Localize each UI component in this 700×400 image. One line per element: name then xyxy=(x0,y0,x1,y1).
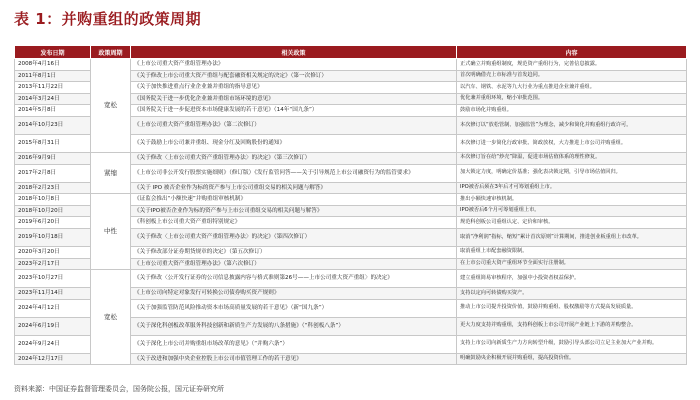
cell-policy-cycle: 中性 xyxy=(91,194,131,270)
cell-related-policy: 《关于修改上市公司重大资产重组与配套融资相关规定的决定》（第一次修订） xyxy=(131,70,457,82)
cell-date: 2018年10月8日 xyxy=(15,194,91,206)
cell-related-policy: 《关于IPO被否企业作为标的资产参与上市公司重组交易的相关问题与解答》 xyxy=(131,205,457,217)
cell-related-policy: 《关于加强监管防范风险推动资本市场高质量发展的若干意见》（新“国九条”） xyxy=(131,299,457,317)
table-row xyxy=(15,270,687,288)
header-cycle: 政策周期 xyxy=(91,46,131,59)
cell-date: 2024年9月24日 xyxy=(15,335,91,353)
cell-content: 优化兼并重组环境，缩小审批范围。 xyxy=(457,93,687,105)
cell-date: 2014年3月24日 xyxy=(15,93,91,105)
table-title: 表 1：并购重组的政策周期 xyxy=(14,10,202,28)
cell-content: 建立重组简易审核程序，加强中小投资者权益保护。 xyxy=(457,270,687,288)
cell-date: 2024年6月19日 xyxy=(15,317,91,335)
cell-date: 2016年9月9日 xyxy=(15,152,91,164)
header-content: 内容 xyxy=(457,46,687,59)
cell-content: 支持以定向可转债购买资产。 xyxy=(457,288,687,300)
cell-policy-cycle: 宽松 xyxy=(91,59,131,153)
cell-related-policy: 《上市公司向特定对象发行可转换公司债券购买资产规则》 xyxy=(131,288,457,300)
cell-related-policy: 《上市公司重大资产重组管理办法》（第六次修订） xyxy=(131,258,457,270)
cell-content: 鼓励市场化并购重组。 xyxy=(457,105,687,117)
cell-policy-cycle: 紧缩 xyxy=(91,152,131,193)
cell-related-policy: 《上市公司非公开发行股票实施细则》（修订版）《发行监管问答——关于引导规范上市公司融资行为的监管要求》 xyxy=(131,164,457,182)
cell-date: 2019年10月18日 xyxy=(15,228,91,246)
cell-date: 2023年10月27日 xyxy=(15,270,91,288)
cell-date: 2008年4月16日 xyxy=(15,59,91,71)
cell-content: 正式确立并购重组制度，规范资产重组行为，完善信息披露。 xyxy=(457,59,687,71)
cell-related-policy: 《关于加快推进重点行业企业兼并重组的指导意见》 xyxy=(131,82,457,94)
cell-related-policy: 《科创板上市公司重大资产重组特别规定》 xyxy=(131,217,457,229)
cell-related-policy: 《关于改进和加强中央企业控股上市公司市值管理工作的若干意见》 xyxy=(131,353,457,365)
cell-date: 2020年3月20日 xyxy=(15,246,91,258)
cell-date: 2023年2月17日 xyxy=(15,258,91,270)
cell-date: 2019年6月20日 xyxy=(15,217,91,229)
cell-content: 本次修订进一步简化行政审批、简政放权，大力推进上市公司并购重组。 xyxy=(457,134,687,152)
cell-content: 取消“净利润”指标，缩短“累计首次原则”计算期间，推进创业板重组上市改革。 xyxy=(457,228,687,246)
cell-content: 以汽车、钢铁、水泥等九大行业为重点推进企业兼并重组。 xyxy=(457,82,687,94)
cell-date: 2023年11月14日 xyxy=(15,288,91,300)
cell-related-policy: 《国务院关于进一步促进资本市场健康发展的若干意见》（14年“国九条”） xyxy=(131,105,457,117)
cell-content: 支持上市公司向新质生产力方向转型升级，鼓励引导头部公司立足主业加大产业并购。 xyxy=(457,335,687,353)
header-policy: 相关政策 xyxy=(131,46,457,59)
cell-content: 本次修订旨在给“炒壳”降温，促进市场估值体系的理性修复。 xyxy=(457,152,687,164)
cell-content: 规范科创板公司重组认定、定价和审核。 xyxy=(457,217,687,229)
cell-date: 2014年10月23日 xyxy=(15,116,91,134)
policy-table xyxy=(14,45,687,365)
table-header-row xyxy=(15,46,687,59)
table-body xyxy=(15,59,687,365)
cell-content: IPO被否后6个月可筹划重组上市。 xyxy=(457,205,687,217)
cell-related-policy: 《证监会推出“小额快速”并购重组审核机制》 xyxy=(131,194,457,206)
cell-related-policy: 《上市公司重大资产重组管理办法》（第二次修订） xyxy=(131,116,457,134)
cell-date: 2013年11月22日 xyxy=(15,82,91,94)
cell-related-policy: 《关于修改〈上市公司重大资产重组管理办法〉的决定》（第四次修订） xyxy=(131,228,457,246)
cell-related-policy: 《关于深化科创板改革服务科技创新和新质生产力发展的八条措施》（“科创板八条”） xyxy=(131,317,457,335)
cell-content: IPO被否后须在3年后才可筹划重组上市。 xyxy=(457,182,687,194)
cell-date: 2014年5月8日 xyxy=(15,105,91,117)
cell-content: 更大力度支持并购重组，支持科创板上市公司开展产业链上下游的并购整合。 xyxy=(457,317,687,335)
cell-content: 首次明确借壳上市标准与首发趋同。 xyxy=(457,70,687,82)
cell-content: 本次修订以“放松管制、加强监管”为理念，减少和简化并购重组行政许可。 xyxy=(457,116,687,134)
cell-date: 2024年4月12日 xyxy=(15,299,91,317)
cell-date: 2024年12月17日 xyxy=(15,353,91,365)
cell-related-policy: 《关于修改〈上市公司重大资产重组管理办法〉的决定》（第三次修订） xyxy=(131,152,457,164)
cell-date: 2011年8月1日 xyxy=(15,70,91,82)
cell-content: 加大锁定力度，明确定价基准；强化表决锁定期，引导市场估值回归。 xyxy=(457,164,687,182)
table-row xyxy=(15,194,687,206)
cell-content: 推出小额快速审核机制。 xyxy=(457,194,687,206)
source-note: 资料来源：中国证券监督管理委员会，国务院公报，国元证券研究所 xyxy=(14,385,224,393)
policy-table-container xyxy=(14,45,686,365)
cell-related-policy: 《关于修改〈公开发行证券的公司信息披露内容与格式准则第26号——上市公司重大资产重组〉的决定》 xyxy=(131,270,457,288)
cell-related-policy: 《关于 IPO 被否企业作为标的资产参与上市公司重组交易的相关问题与解答》 xyxy=(131,182,457,194)
table-row xyxy=(15,152,687,164)
cell-content: 明确鼓励央企积极开展并购重组，提高投资价值。 xyxy=(457,353,687,365)
cell-related-policy: 《国务院关于进一步优化企业兼并重组市场环境的意见》 xyxy=(131,93,457,105)
cell-date: 2017年2月8日 xyxy=(15,164,91,182)
cell-related-policy: 《上市公司重大资产重组管理办法》 xyxy=(131,59,457,71)
cell-date: 2015年8月31日 xyxy=(15,134,91,152)
cell-related-policy: 《关于鼓励上市公司兼并重组、现金分红及回购股份的通知》 xyxy=(131,134,457,152)
cell-date: 2018年2月23日 xyxy=(15,182,91,194)
header-date: 发布日期 xyxy=(15,46,91,59)
cell-policy-cycle: 宽松 xyxy=(91,270,131,365)
cell-content: 取消重组上市配套融资限制。 xyxy=(457,246,687,258)
cell-content: 在上市公司重大资产重组环节全面实行注册制。 xyxy=(457,258,687,270)
cell-content: 推动上市公司提升投资价值，鼓励并购重组、股权激励等方式提高发展质量。 xyxy=(457,299,687,317)
table-row xyxy=(15,59,687,71)
cell-related-policy: 《关于深化上市公司并购重组市场改革的意见》（“并购六条”） xyxy=(131,335,457,353)
cell-related-policy: 《关于修改部分证券期货规章的决定》（第五次修订） xyxy=(131,246,457,258)
cell-date: 2018年10月20日 xyxy=(15,205,91,217)
